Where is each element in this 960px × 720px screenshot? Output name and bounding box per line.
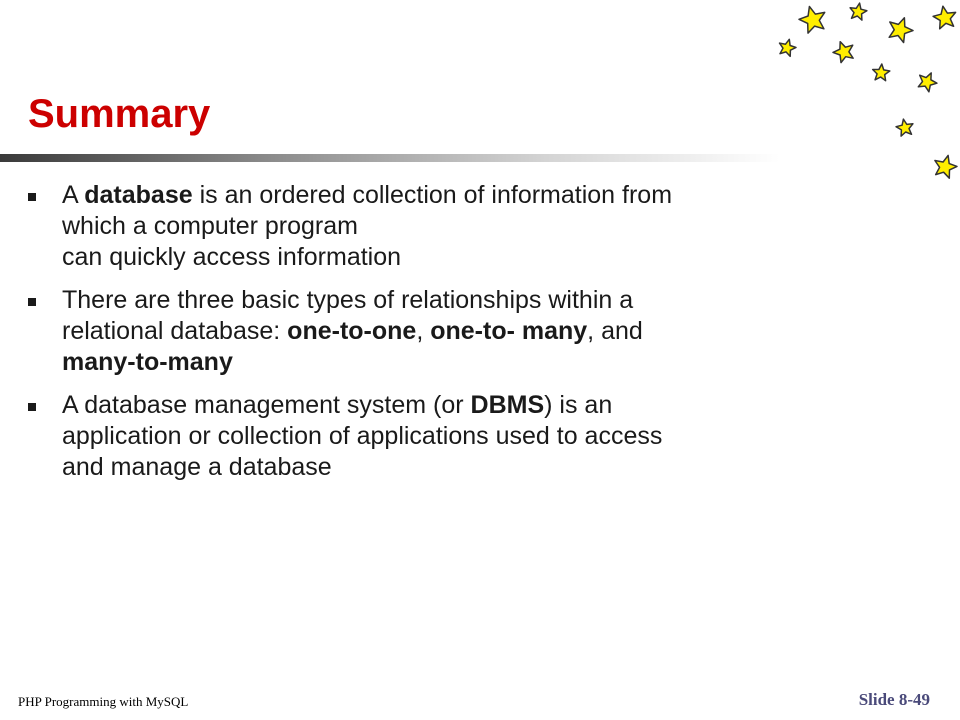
bullet-text-run: A database management system (or <box>62 391 471 419</box>
title-underline <box>0 154 780 162</box>
bullet-line <box>62 180 848 211</box>
star-icon <box>799 7 825 34</box>
bullet-text-run: ) is an <box>544 391 613 419</box>
bullet-text <box>62 180 848 273</box>
bullet-text-run: application or collection of applications used to access <box>62 422 663 450</box>
bold-term: one-to-one <box>287 317 417 345</box>
bullet-text-run: There are three basic types of relationships within a <box>62 286 634 314</box>
bold-term: many-to-many <box>62 348 233 376</box>
bullet-line <box>62 390 848 421</box>
bullet-text-run: relational database: <box>62 317 288 345</box>
star-icon <box>850 3 867 20</box>
star-icon <box>780 39 797 56</box>
bullet-text-run: can quickly access information <box>62 243 402 271</box>
bullet-text-run: A <box>62 181 85 209</box>
bullet-line <box>62 316 848 347</box>
bullet-text-run: is an ordered collection of information from <box>192 181 673 209</box>
bullet-item <box>28 390 848 483</box>
bullet-line <box>62 421 848 452</box>
bullet-line <box>62 452 848 483</box>
bullet-line <box>62 285 848 316</box>
bullet-text-run: , and <box>587 317 643 345</box>
star-icon <box>889 18 913 43</box>
bold-term: DBMS <box>470 391 545 419</box>
square-bullet-icon <box>28 298 36 306</box>
star-icon <box>873 64 890 81</box>
bullet-text <box>62 390 848 483</box>
bullet-text <box>62 285 848 378</box>
footer-slide-number: Slide 8-49 <box>858 690 930 709</box>
slide-title: Summary <box>28 92 211 136</box>
stars-icon <box>770 0 960 190</box>
bullet-line <box>62 211 848 242</box>
star-icon <box>935 155 957 178</box>
bullet-text-run: and manage a database <box>62 453 332 481</box>
bullet-item <box>28 285 848 378</box>
bullet-text-run: , <box>416 317 431 345</box>
square-bullet-icon <box>28 193 36 201</box>
footer-course-title: PHP Programming with MySQL <box>18 694 189 709</box>
star-icon <box>833 42 853 63</box>
star-icon <box>896 119 913 136</box>
star-icon <box>933 6 956 29</box>
bullet-line <box>62 242 848 273</box>
bullet-line <box>62 347 848 378</box>
star-icon <box>918 73 937 92</box>
bold-term: one-to- many <box>430 317 588 345</box>
bullet-item <box>28 180 848 273</box>
bullet-list <box>28 180 848 495</box>
bullet-text-run: which a computer program <box>62 212 358 240</box>
square-bullet-icon <box>28 403 36 411</box>
bold-term: database <box>84 181 193 209</box>
